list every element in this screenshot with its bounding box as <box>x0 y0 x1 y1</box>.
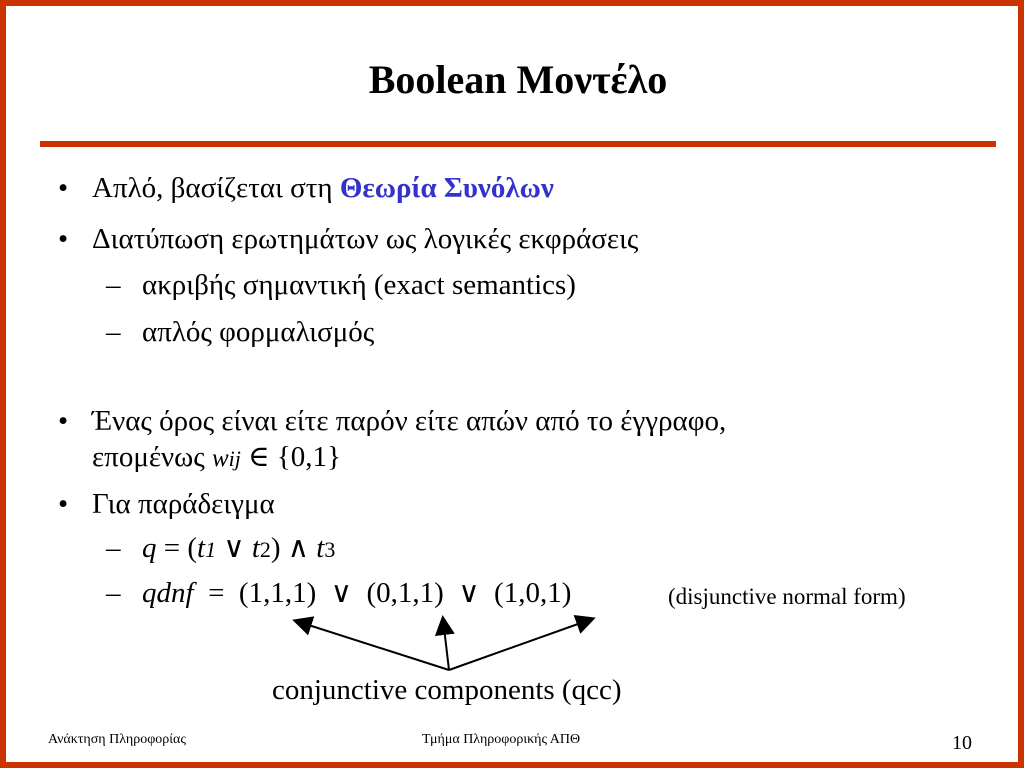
arrow-to-component-3 <box>449 619 592 670</box>
footer-center: Τμήμα Πληροφορικής ΑΠΘ <box>422 732 581 747</box>
sub-text: απλός φορμαλισμός <box>142 316 375 348</box>
term-t3-index: 3 <box>324 537 336 562</box>
qdnf-equals: = <box>193 577 239 609</box>
annotation-arrows <box>6 6 1018 762</box>
slide-title: Boolean Μοντέλο <box>368 57 668 102</box>
bullet-marker: • <box>58 223 69 255</box>
query-symbol: q <box>142 532 157 564</box>
conjunctive-component-2: (0,1,1) <box>366 577 444 609</box>
arrow-to-component-2 <box>443 619 449 670</box>
query-equals: = ( <box>156 532 198 564</box>
bullet-marker: • <box>58 172 69 204</box>
dash-marker: – <box>106 577 121 609</box>
or-operator: ∨ <box>316 577 367 609</box>
term-t1-index: 1 <box>205 537 217 562</box>
footer-left: Ανάκτηση Πληροφορίας <box>48 732 186 747</box>
term-t3: t <box>316 532 325 564</box>
weight-subscript: ij <box>228 446 241 471</box>
weight-domain: ∈ {0,1} <box>240 441 341 473</box>
dnf-note: (disjunctive normal form) <box>668 584 906 609</box>
highlight-term: Θεωρία Συνόλων <box>339 172 554 204</box>
term-t2: t <box>251 532 260 564</box>
bullet-marker: • <box>58 488 69 520</box>
qdnf-symbol: qdnf <box>142 577 194 609</box>
annotation-label: conjunctive components (qcc) <box>272 674 622 706</box>
or-operator: ∨ <box>443 577 495 609</box>
dash-marker: – <box>106 316 121 348</box>
dash-marker: – <box>106 269 121 301</box>
conjunctive-component-3: (1,0,1) <box>494 577 572 609</box>
page-number: 10 <box>952 732 972 754</box>
and-operator: ) ∧ <box>270 532 317 564</box>
bullet-text-pre: Απλό, βασίζεται στη <box>92 172 340 204</box>
arrow-to-component-1 <box>296 621 449 670</box>
term-t2-index: 2 <box>259 537 271 562</box>
weight-symbol: w <box>211 445 229 472</box>
bullet-marker: • <box>58 405 69 437</box>
term-t1: t <box>197 532 206 564</box>
or-operator: ∨ <box>216 532 252 564</box>
bullet-text: Ένας όρος είναι είτε παρόν είτε απών από το έγγραφο, <box>92 405 727 437</box>
bullet-text: Διατύπωση ερωτημάτων ως λογικές εκφράσεις <box>92 223 639 255</box>
bullet-text-pre: επομένως <box>92 441 212 473</box>
conjunctive-component-1: (1,1,1) <box>238 577 317 609</box>
sub-text: ακριβής σημαντική (exact semantics) <box>142 269 576 301</box>
dash-marker: – <box>106 532 121 564</box>
bullet-text: Για παράδειγμα <box>92 488 275 520</box>
